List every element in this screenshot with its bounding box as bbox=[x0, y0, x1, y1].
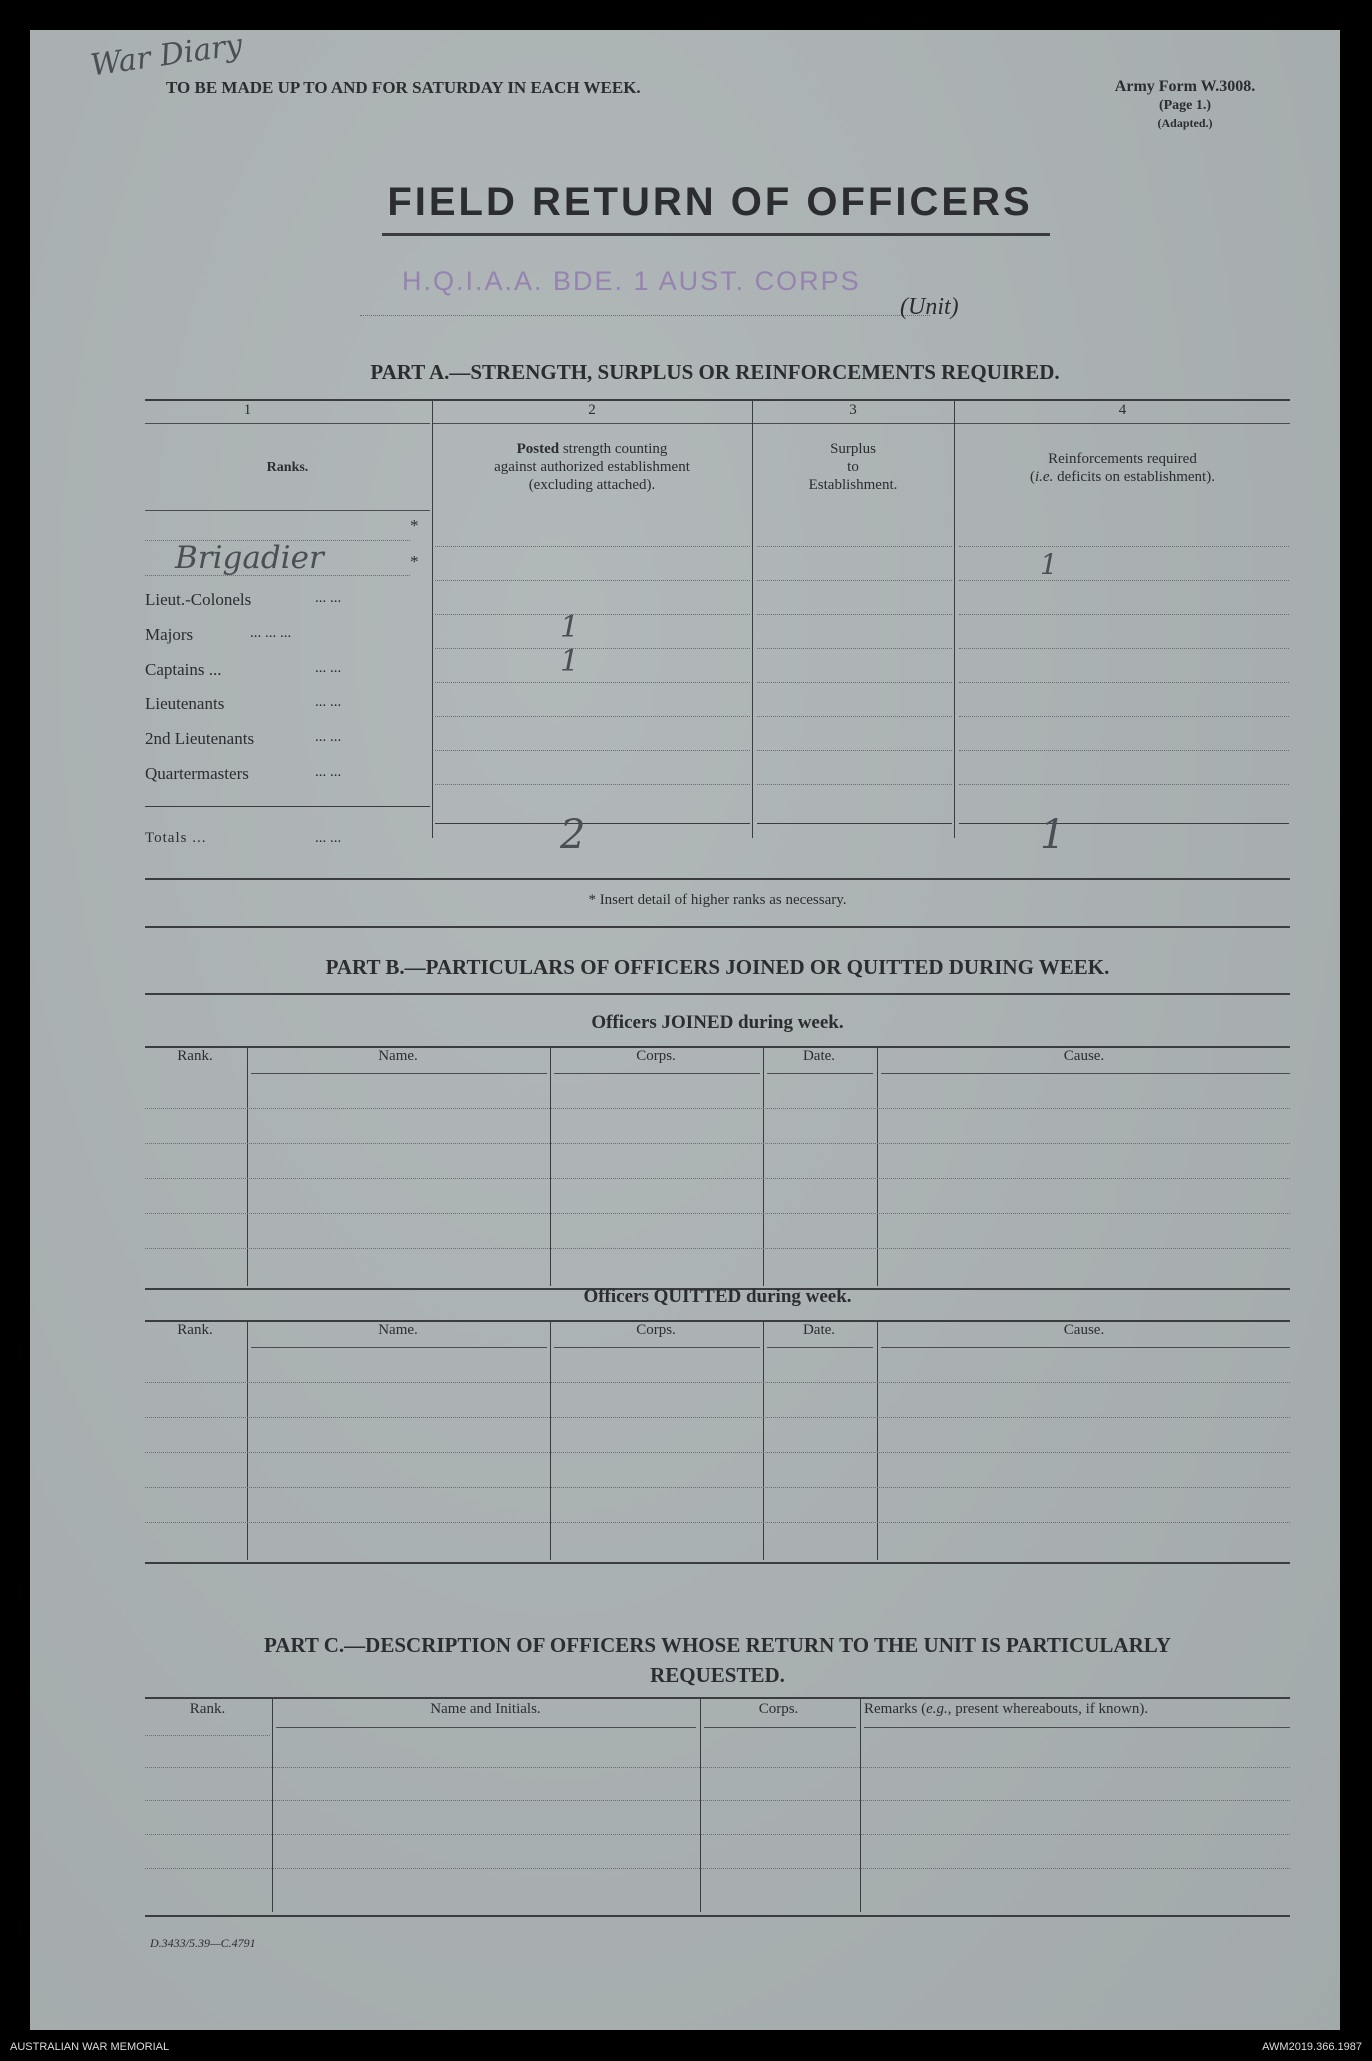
reinforcements-header: Reinforcements required (i.e. deficits on establishment). bbox=[955, 450, 1290, 486]
form-number: Army Form W.3008. bbox=[1114, 78, 1256, 95]
posted-header-line3: (excluding attached). bbox=[528, 477, 656, 493]
unit-label: (Unit) bbox=[900, 294, 959, 320]
part-c-row-line bbox=[145, 1834, 1290, 1835]
grid-line bbox=[959, 614, 1289, 615]
footer-right: AWM2019.366.1987 bbox=[1262, 2041, 1362, 2053]
part-c-col-name: Name and Initials. bbox=[430, 1701, 541, 1717]
col-divider-2 bbox=[752, 400, 753, 838]
leader-dots: ... ... bbox=[315, 694, 342, 710]
quitted-header-rule bbox=[251, 1347, 547, 1348]
grid-line bbox=[959, 546, 1289, 547]
quitted-header-rule bbox=[554, 1347, 760, 1348]
part-c-row-line bbox=[145, 1868, 1290, 1869]
ranks-header: Ranks. bbox=[266, 460, 309, 475]
part-c-bottom-rule bbox=[145, 1915, 1290, 1917]
joined-title: Officers JOINED during week. bbox=[591, 1012, 844, 1033]
joined-col-name: Name. bbox=[378, 1048, 418, 1064]
posted-value: 1 bbox=[560, 610, 580, 645]
grid-line bbox=[757, 614, 952, 615]
joined-row-line bbox=[145, 1108, 1290, 1109]
grid-line bbox=[757, 682, 952, 683]
quitted-title: Officers QUITTED during week. bbox=[583, 1286, 852, 1307]
page-indicator: (Page 1.) bbox=[1158, 98, 1212, 113]
quitted-row-line bbox=[145, 1452, 1290, 1453]
quitted-col-date: Date. bbox=[802, 1322, 836, 1338]
part-c-title-line1: PART C.—DESCRIPTION OF OFFICERS WHOSE RETURN TO THE UNIT IS PARTICULARLY bbox=[264, 1633, 1171, 1657]
quitted-col-corps: Corps. bbox=[636, 1322, 676, 1338]
quitted-bottom-rule bbox=[145, 1562, 1290, 1564]
col1-number-rule bbox=[145, 423, 430, 424]
part-c-divider bbox=[860, 1697, 861, 1912]
part-c-divider bbox=[700, 1697, 701, 1912]
rank-label: Captains ... bbox=[145, 660, 222, 679]
rank-label: Lieut.-Colonels bbox=[145, 590, 252, 609]
posted-header-rest: strength counting bbox=[562, 441, 668, 457]
col-number-4: 4 bbox=[1118, 402, 1127, 418]
grid-line bbox=[959, 784, 1289, 785]
joined-divider bbox=[877, 1046, 878, 1286]
reinforcements-totals-rule bbox=[959, 823, 1289, 824]
quitted-row-line bbox=[145, 1417, 1290, 1418]
rank-label: 2nd Lieutenants bbox=[145, 729, 255, 748]
grid-line bbox=[959, 716, 1289, 717]
star-marker-1: * bbox=[410, 516, 419, 535]
print-code: D.3433/5.39—C.4791 bbox=[150, 1936, 256, 1950]
remarks-prefix: Remarks ( bbox=[864, 1701, 927, 1717]
part-c-row-line bbox=[145, 1735, 270, 1736]
joined-row-line bbox=[145, 1143, 1290, 1144]
grid-line bbox=[757, 784, 952, 785]
grid-line bbox=[959, 580, 1289, 581]
rank-label: Majors bbox=[145, 625, 194, 644]
col-number-2: 2 bbox=[588, 402, 596, 418]
quitted-divider bbox=[877, 1320, 878, 1560]
surplus-header-line2: to bbox=[847, 459, 859, 475]
surplus-totals-rule bbox=[757, 823, 952, 824]
totals-reinforcements: 1 bbox=[1040, 812, 1066, 858]
rank-label: Quartermasters bbox=[145, 764, 249, 783]
reinforcements-header-line1: Reinforcements required bbox=[1048, 451, 1197, 467]
posted-word: Posted bbox=[516, 441, 560, 457]
leader-dots: ... ... bbox=[315, 764, 342, 780]
totals-label: Totals ... bbox=[145, 830, 207, 846]
joined-row-line bbox=[145, 1213, 1290, 1214]
part-c-col-remarks bbox=[864, 1701, 1294, 1718]
handwritten-note: War Diary bbox=[88, 27, 245, 84]
posted-totals-rule bbox=[435, 823, 750, 824]
rank-line bbox=[145, 575, 410, 576]
col-divider-3 bbox=[954, 400, 955, 838]
unit-line bbox=[360, 315, 930, 316]
quitted-row-line bbox=[145, 1487, 1290, 1488]
grid-line bbox=[435, 784, 750, 785]
handwritten-rank: Brigadier bbox=[175, 540, 324, 576]
joined-row-line bbox=[145, 1178, 1290, 1179]
quitted-divider bbox=[247, 1320, 248, 1560]
part-c-header-rule bbox=[276, 1727, 696, 1728]
grid-line bbox=[435, 580, 750, 581]
part-c-divider bbox=[272, 1697, 273, 1912]
grid-line bbox=[757, 648, 952, 649]
grid-line bbox=[435, 682, 750, 683]
surplus-header-line3: Establishment. bbox=[808, 477, 898, 493]
grid-line bbox=[757, 750, 952, 751]
part-a-top-rule bbox=[145, 399, 1290, 401]
reinforcements-header-line2: deficits on establishment). bbox=[1057, 469, 1215, 485]
quitted-row-line bbox=[145, 1382, 1290, 1383]
grid-line bbox=[435, 648, 750, 649]
joined-row-line bbox=[145, 1248, 1290, 1249]
col-divider-1 bbox=[432, 400, 433, 838]
joined-header-rule bbox=[767, 1073, 873, 1074]
adapted-note: (Adapted.) bbox=[1157, 116, 1213, 130]
joined-col-date: Date. bbox=[802, 1048, 836, 1064]
leader-dots: ... ... bbox=[315, 660, 342, 676]
part-c-header-rule bbox=[864, 1727, 1290, 1728]
totals-dots: ... ... bbox=[315, 830, 342, 846]
grid-line bbox=[435, 750, 750, 751]
joined-divider bbox=[763, 1046, 764, 1286]
cols-number-rule bbox=[433, 423, 1290, 424]
part-c-row-line bbox=[145, 1800, 1290, 1801]
grid-line bbox=[959, 750, 1289, 751]
grid-line bbox=[435, 614, 750, 615]
grid-line bbox=[757, 546, 952, 547]
footer-left: AUSTRALIAN WAR MEMORIAL bbox=[10, 2041, 170, 2053]
part-c-col-corps: Corps. bbox=[758, 1701, 799, 1717]
rows-bottom-rule bbox=[145, 806, 430, 807]
leader-dots: ... ... bbox=[315, 729, 342, 745]
quitted-header-rule bbox=[881, 1347, 1290, 1348]
part-c-col-rank: Rank. bbox=[189, 1701, 226, 1717]
joined-header-rule bbox=[554, 1073, 760, 1074]
joined-divider bbox=[550, 1046, 551, 1286]
part-c-header-rule bbox=[704, 1727, 856, 1728]
grid-line bbox=[959, 682, 1289, 683]
footnote: * Insert detail of higher ranks as necessary. bbox=[588, 892, 847, 908]
joined-header-rule bbox=[251, 1073, 547, 1074]
joined-header-rule bbox=[881, 1073, 1290, 1074]
quitted-divider bbox=[550, 1320, 551, 1560]
part-c-title-line2: REQUESTED. bbox=[650, 1663, 785, 1687]
part-c-top-rule bbox=[145, 1697, 1290, 1699]
joined-divider bbox=[247, 1046, 248, 1286]
posted-header-line2: against authorized establishment bbox=[494, 459, 690, 475]
part-c-row-line bbox=[145, 1767, 1290, 1768]
joined-col-cause: Cause. bbox=[1063, 1048, 1105, 1064]
brigadier-reinforcements: 1 bbox=[1040, 548, 1058, 581]
ie-abbrev: i.e. bbox=[1035, 469, 1054, 485]
header-bottom-rule bbox=[145, 510, 430, 511]
posted-strength-header bbox=[433, 440, 751, 494]
quitted-col-cause: Cause. bbox=[1063, 1322, 1105, 1338]
col-number-1: 1 bbox=[243, 402, 252, 418]
grid-line bbox=[757, 716, 952, 717]
rank-label: Lieutenants bbox=[145, 694, 225, 713]
quitted-col-rank: Rank. bbox=[177, 1322, 213, 1338]
grid-line bbox=[435, 716, 750, 717]
grid-line bbox=[757, 580, 952, 581]
part-b-title: PART B.—PARTICULARS OF OFFICERS JOINED OR QUITTED DURING WEEK. bbox=[325, 955, 1110, 979]
totals-posted: 2 bbox=[560, 812, 586, 858]
part-a-title: PART A.—STRENGTH, SURPLUS OR REINFORCEMENTS REQUIRED. bbox=[370, 360, 1060, 384]
part-c-title bbox=[145, 1630, 1290, 1690]
unit-stamp: H.Q.I.A.A. BDE. 1 AUST. CORPS bbox=[402, 266, 861, 296]
posted-value: 1 bbox=[560, 644, 580, 679]
grid-line bbox=[959, 648, 1289, 649]
surplus-header bbox=[753, 440, 953, 494]
title-underline bbox=[382, 233, 1050, 236]
leader-dots: ... ... bbox=[315, 590, 342, 606]
page-title: FIELD RETURN OF OFFICERS bbox=[387, 180, 1033, 224]
part-b-top-rule bbox=[145, 993, 1290, 995]
joined-col-rank: Rank. bbox=[177, 1048, 213, 1064]
quitted-row-line bbox=[145, 1522, 1290, 1523]
quitted-divider bbox=[763, 1320, 764, 1560]
remarks-rest: , present whereabouts, if known). bbox=[947, 1701, 1149, 1717]
col-number-3: 3 bbox=[849, 402, 857, 418]
instruction-text: TO BE MADE UP TO AND FOR SATURDAY IN EACH WEEK. bbox=[166, 78, 641, 97]
quitted-header-rule bbox=[767, 1347, 873, 1348]
remarks-eg: e.g. bbox=[926, 1701, 948, 1717]
joined-col-corps: Corps. bbox=[636, 1048, 676, 1064]
leader-dots: ... ... ... bbox=[250, 625, 292, 641]
part-a-bottom-rule bbox=[145, 878, 1290, 880]
grid-line bbox=[435, 546, 750, 547]
surplus-header-line1: Surplus bbox=[830, 441, 876, 457]
part-a-footnote-rule bbox=[145, 926, 1290, 928]
form-sheet bbox=[30, 27, 1340, 2030]
quitted-col-name: Name. bbox=[378, 1322, 418, 1338]
star-marker-2: * bbox=[410, 552, 419, 571]
